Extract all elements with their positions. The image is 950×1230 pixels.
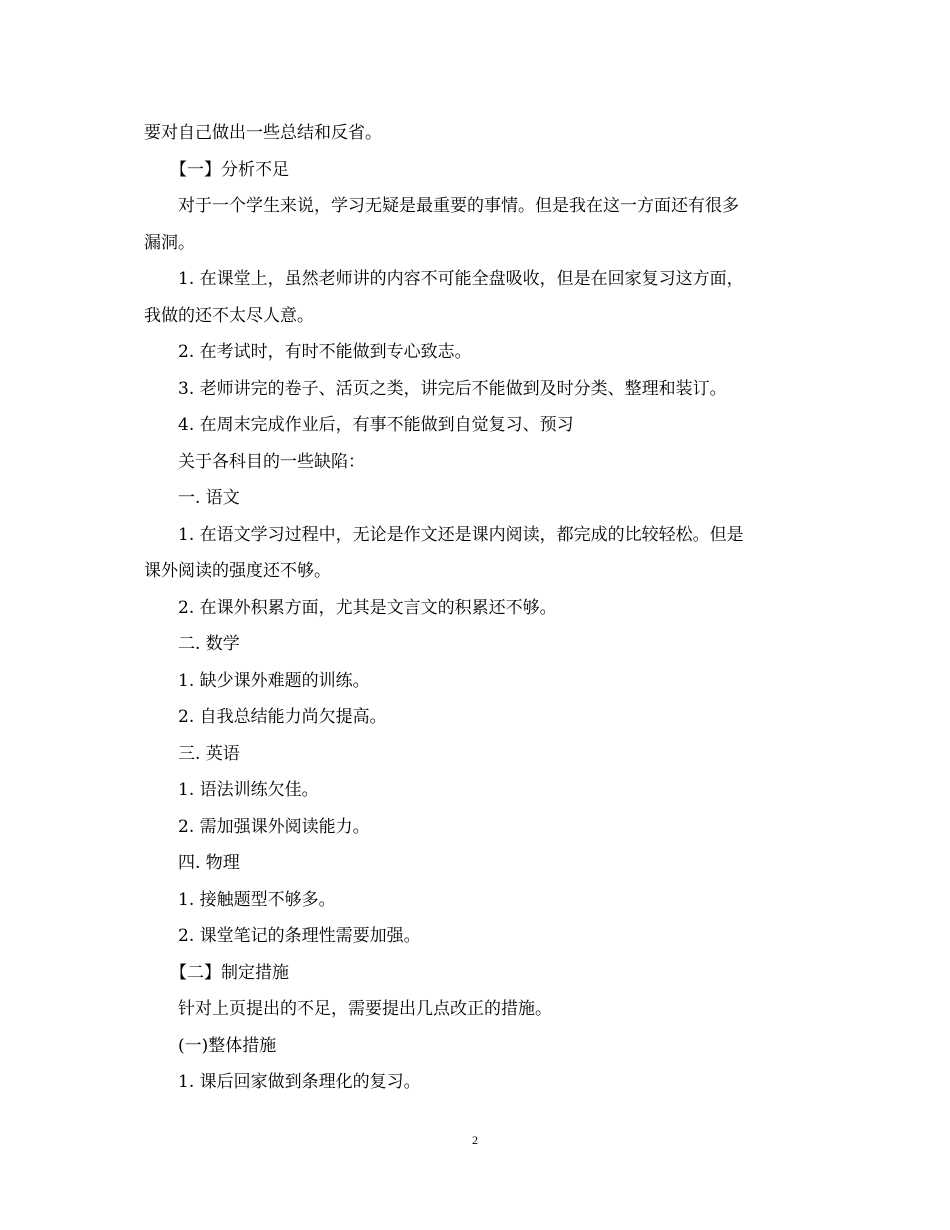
- list-item: 2. 课堂笔记的条理性需要加强。: [178, 926, 421, 946]
- list-item: 1. 在语文学习过程中，无论是作文还是课内阅读，都完成的比较轻松。但是: [178, 524, 744, 545]
- list-item: 2. 在考试时，有时不能做到专心致志。: [178, 342, 472, 362]
- text-line: 课外阅读的强度还不够。: [144, 561, 331, 581]
- section-heading: 【一】分析不足: [170, 159, 289, 180]
- subject-heading: 一. 语文: [178, 488, 240, 508]
- text-line: 要对自己做出一些总结和反省。: [144, 123, 382, 143]
- text-line: 漏洞。: [144, 232, 195, 253]
- list-item: 1. 课后回家做到条理化的复习。: [178, 1072, 421, 1092]
- list-item: 2. 需加强课外阅读能力。: [178, 816, 370, 837]
- document-body: [144, 115, 814, 1101]
- list-item: 2. 自我总结能力尚欠提高。: [178, 707, 387, 727]
- subject-heading: 四. 物理: [178, 853, 240, 873]
- text-line: 对于一个学生来说，学习无疑是最重要的事情。但是我在这一方面还有很多: [178, 196, 739, 216]
- section-heading: 【二】制定措施: [170, 962, 289, 983]
- subsection-heading: (一)整体措施: [178, 1035, 277, 1056]
- text-line: 关于各科目的一些缺陷：: [178, 451, 365, 472]
- list-item: 1. 语法训练欠佳。: [178, 780, 319, 800]
- subject-heading: 三. 英语: [178, 743, 240, 764]
- list-item: 1. 接触题型不够多。: [178, 889, 336, 910]
- list-item: 4. 在周末完成作业后，有事不能做到自觉复习、预习: [178, 415, 574, 435]
- text-line: 我做的还不太尽人意。: [144, 305, 314, 326]
- text-line: 针对上页提出的不足，需要提出几点改正的措施。: [178, 999, 552, 1019]
- list-item: 1. 缺少课外难题的训练。: [178, 670, 370, 691]
- subject-heading: 二. 数学: [178, 634, 240, 654]
- list-item: 2. 在课外积累方面，尤其是文言文的积累还不够。: [178, 597, 557, 618]
- list-item: 3. 老师讲完的卷子、活页之类，讲完后不能做到及时分类、整理和装订。: [178, 378, 727, 399]
- page-number: 2: [472, 1133, 478, 1147]
- list-item: 1. 在课堂上，虽然老师讲的内容不可能全盘吸收，但是在回家复习这方面，: [178, 269, 744, 289]
